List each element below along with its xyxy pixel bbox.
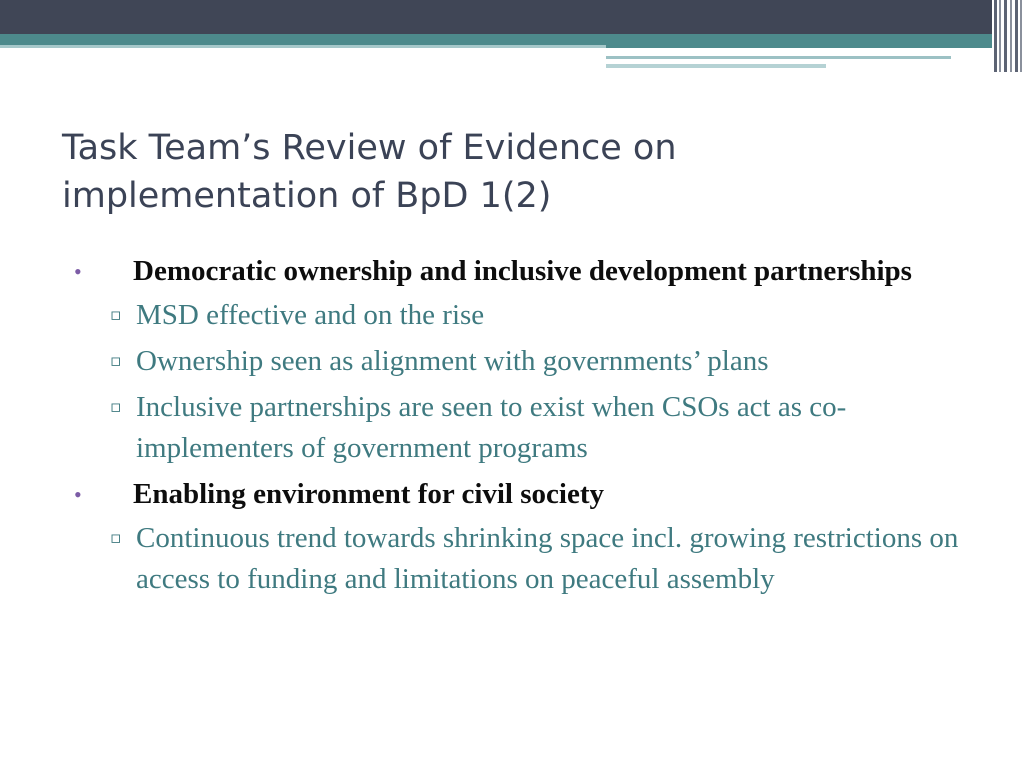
sub-bullet-inclusive-partnerships bbox=[0, 387, 1024, 469]
slide-title-line-2: implementation of BpD 1(2) bbox=[62, 176, 552, 216]
header-decoration bbox=[0, 0, 1024, 80]
sub-bullet-square-icon: ▫ bbox=[110, 397, 122, 417]
sub-bullet-ownership bbox=[0, 341, 1024, 382]
bullet-dot-icon: • bbox=[74, 482, 82, 507]
bullet-enabling-environment bbox=[0, 474, 1024, 515]
sub-bullet-text: Ownership seen as alignment with governments’ plans bbox=[136, 345, 769, 377]
sub-bullet-shrinking-space bbox=[0, 518, 1024, 600]
sub-bullet-square-icon: ▫ bbox=[110, 305, 122, 325]
bullet-text: Enabling environment for civil society bbox=[133, 478, 604, 510]
slide-title bbox=[62, 124, 962, 220]
bullet-democratic-ownership bbox=[0, 251, 1024, 292]
sub-bullet-text: Continuous trend towards shrinking space incl. growing restrictions on access to funding and limitations on peaceful assembly bbox=[136, 522, 959, 595]
slide-content bbox=[0, 251, 1024, 605]
sub-bullet-text: MSD effective and on the rise bbox=[136, 299, 485, 331]
sub-bullet-msd bbox=[0, 295, 1024, 336]
slide-title-line-1: Task Team’s Review of Evidence on bbox=[62, 128, 677, 168]
bullet-text: Democratic ownership and inclusive development partnerships bbox=[133, 255, 912, 287]
sub-bullet-text: Inclusive partnerships are seen to exist when CSOs act as co-implementers of government programs bbox=[136, 391, 847, 464]
bullet-dot-icon: • bbox=[74, 259, 82, 284]
sub-bullet-square-icon: ▫ bbox=[110, 528, 122, 548]
sub-bullet-square-icon: ▫ bbox=[110, 351, 122, 371]
